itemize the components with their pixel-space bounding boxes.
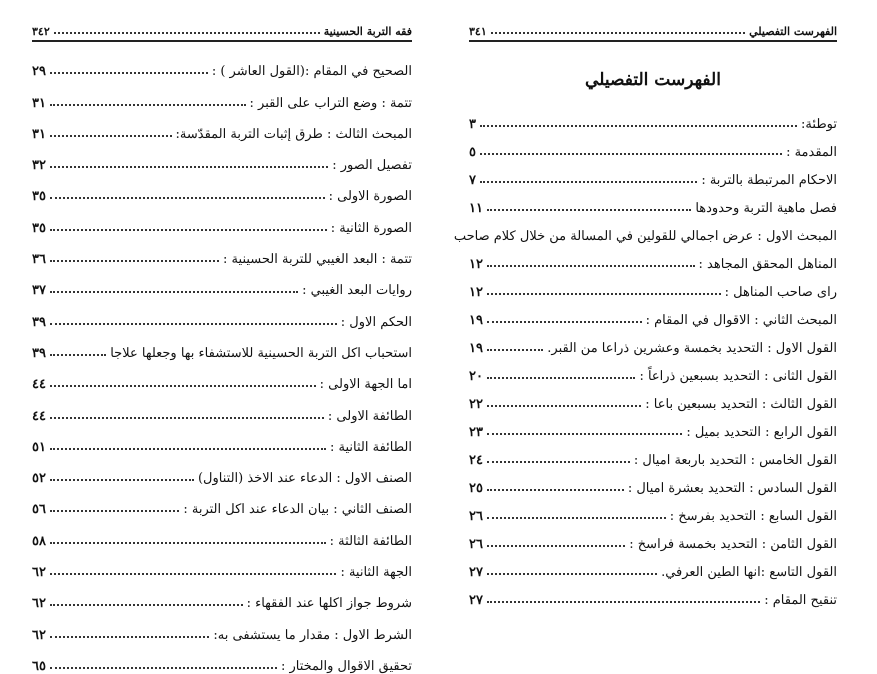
entry-page-number: ٢٦: [469, 537, 483, 552]
entry-title: المبحث الاول : عرض اجمالي للقولين في المسالة من خلال كلام صاحب: [453, 229, 837, 244]
toc-entry[interactable]: [32, 330, 412, 361]
page-title: الفهرست التفصيلي: [585, 70, 721, 90]
toc-entry[interactable]: [32, 142, 412, 173]
toc-entry[interactable]: [453, 216, 837, 244]
toc-entry[interactable]: [469, 440, 837, 468]
toc-entry[interactable]: [469, 328, 837, 356]
toc-entry[interactable]: [469, 580, 837, 608]
entry-title: القول الثانى : التحديد بسبعين ذراعاً :: [639, 369, 837, 384]
entry-page-number: ٢٧: [469, 565, 483, 580]
entry-title: الصحيح في المقام :(القول العاشر ) :: [211, 64, 412, 80]
header-page-number: ٣٤٢: [32, 25, 50, 38]
left-page: [32, 0, 412, 674]
right-page: [453, 0, 837, 640]
entry-title: القول السابع : التحديد بفرسخ :: [669, 509, 837, 524]
toc-entry[interactable]: [469, 356, 837, 384]
leader-dots: [487, 489, 624, 491]
leader-dots: [487, 321, 642, 323]
entry-title: تنقيح المقام :: [764, 593, 837, 608]
entry-title: الطائفة الثالثة :: [329, 533, 412, 549]
toc-entry[interactable]: [32, 517, 412, 548]
toc-entry[interactable]: [469, 160, 837, 188]
toc-entry[interactable]: [469, 384, 837, 412]
toc-entry[interactable]: [32, 580, 412, 611]
entry-page-number: ٢٧: [469, 593, 483, 608]
leader-dots: [487, 601, 760, 603]
entry-page-number: ٣٦: [32, 252, 46, 268]
toc-entry[interactable]: [32, 392, 412, 423]
leader-dots: [480, 181, 697, 183]
entry-title: تتمة : البعد الغيبي للتربة الحسينية :: [223, 252, 412, 268]
toc-entry[interactable]: [469, 552, 837, 580]
entry-page-number: ٤٤: [32, 377, 46, 393]
entry-page-number: ٣: [469, 117, 476, 132]
leader-dots: [480, 125, 797, 127]
running-header: [32, 22, 412, 42]
leader-dots: [54, 32, 320, 34]
entry-title: الصورة الاولى :: [328, 189, 412, 205]
toc-entry[interactable]: [469, 496, 837, 524]
leader-dots: [50, 573, 336, 575]
entry-title: توطئة:: [801, 117, 837, 132]
entry-title: القول السادس : التحديد بعشرة اميال :: [627, 481, 837, 496]
entry-page-number: ٥: [469, 145, 476, 160]
leader-dots: [487, 377, 635, 379]
entry-page-number: ١١: [469, 201, 483, 216]
entry-title: المبحث الثاني : الاقوال في المقام :: [645, 313, 837, 328]
toc-entry[interactable]: [469, 188, 837, 216]
entry-title: شروط جواز اكلها عند الفقهاء :: [246, 596, 412, 612]
leader-dots: [50, 229, 327, 231]
entry-page-number: ٦٢: [32, 565, 46, 581]
entry-title: المناهل المحقق المجاهد :: [698, 257, 837, 272]
header-title: الفهرست التفصيلي: [749, 25, 837, 38]
entry-title: القول التاسع :انها الطين العرفي.: [661, 565, 837, 580]
leader-dots: [487, 349, 543, 351]
toc-entry[interactable]: [32, 361, 412, 392]
entry-page-number: ١٩: [469, 313, 483, 328]
leader-dots: [50, 385, 316, 387]
toc-entry[interactable]: [32, 236, 412, 267]
entry-page-number: ٥٨: [32, 533, 46, 549]
leader-dots: [50, 636, 209, 638]
entry-page-number: ١٩: [469, 341, 483, 356]
entry-page-number: ٦٢: [32, 596, 46, 612]
entry-title: القول الرابع : التحديد بميل :: [686, 425, 837, 440]
toc-entry[interactable]: [32, 611, 412, 642]
entry-title: الاحكام المرتبطة بالتربة :: [701, 173, 837, 188]
entry-title: روايات البعد الغيبي :: [302, 283, 412, 299]
leader-dots: [487, 209, 691, 211]
entry-page-number: ١٢: [469, 285, 483, 300]
toc-entry[interactable]: [32, 48, 412, 79]
leader-dots: [50, 479, 194, 481]
entry-page-number: ٢٦: [469, 509, 483, 524]
leader-dots: [480, 153, 782, 155]
leader-dots: [50, 197, 325, 199]
leader-dots: [50, 542, 326, 544]
toc-entry[interactable]: [32, 111, 412, 142]
entry-page-number: ٣٩: [32, 345, 46, 361]
leader-dots: [50, 417, 324, 419]
entry-title: اما الجهة الاولى :: [319, 377, 412, 393]
entry-title: القول الخامس : التحديد باربعة اميال :: [633, 453, 837, 468]
entry-title: الصورة الثانية :: [330, 220, 412, 236]
entry-title: الجهة الثانية :: [340, 565, 412, 581]
header-page-number: ٣٤١: [469, 25, 487, 38]
toc-entry[interactable]: [469, 104, 837, 132]
leader-dots: [50, 135, 172, 137]
entry-page-number: ٢٥: [469, 481, 483, 496]
toc-entry[interactable]: [469, 132, 837, 160]
leader-dots: [487, 433, 682, 435]
leader-dots: [487, 517, 666, 519]
leader-dots: [50, 510, 179, 512]
entry-page-number: ٤٤: [32, 408, 46, 424]
entry-title: تتمة : وضع التراب على القبر :: [249, 95, 412, 111]
running-header: [469, 22, 837, 42]
leader-dots: [50, 604, 243, 606]
entry-title: استحباب اكل التربة الحسينية للاستشفاء بها وجعلها علاجا: [110, 345, 412, 361]
leader-dots: [487, 461, 630, 463]
leader-dots: [50, 166, 328, 168]
leader-dots: [487, 405, 641, 407]
leader-dots: [487, 545, 625, 547]
toc-entry[interactable]: [32, 486, 412, 517]
toc-entry[interactable]: [32, 549, 412, 580]
entry-title: القول الثالث : التحديد بسبعين باعا :: [645, 397, 837, 412]
entry-title: الصنف الاول : الدعاء عند الاخذ (التناول): [197, 471, 412, 487]
toc-entry[interactable]: [32, 79, 412, 110]
entry-title: الطائفة الثانية :: [330, 439, 412, 455]
toc-entry[interactable]: [469, 412, 837, 440]
leader-dots: [50, 260, 219, 262]
toc-entry[interactable]: [469, 244, 837, 272]
leader-dots: [50, 354, 106, 356]
toc-entry[interactable]: [32, 424, 412, 455]
toc-entry[interactable]: [469, 300, 837, 328]
entry-page-number: ٣١: [32, 95, 46, 111]
toc-entry[interactable]: [469, 524, 837, 552]
entry-title: القول الثامن : التحديد بخمسة فراسخ :: [629, 537, 837, 552]
entry-title: القول الاول : التحديد بخمسة وعشرين ذراعا من القبر.: [547, 341, 837, 356]
toc-list: [32, 48, 412, 674]
entry-title: تحقيق الاقوال والمختار :: [280, 658, 412, 674]
entry-page-number: ٣٥: [32, 189, 46, 205]
leader-dots: [50, 667, 277, 669]
entry-title: فصل ماهية التربة وحدودها: [695, 201, 837, 216]
leader-dots: [50, 291, 298, 293]
entry-title: المقدمة :: [786, 145, 837, 160]
entry-page-number: ٢٤: [469, 453, 483, 468]
leader-dots: [487, 293, 721, 295]
leader-dots: [50, 72, 208, 74]
toc-entry[interactable]: [469, 468, 837, 496]
entry-page-number: ٣١: [32, 126, 46, 142]
leader-dots: [50, 448, 326, 450]
entry-page-number: ٣٩: [32, 314, 46, 330]
entry-title: الطائفة الاولى :: [327, 408, 412, 424]
entry-title: المبحث الثالث : طرق إثبات التربة المقدّسة:: [175, 126, 412, 142]
toc-entry[interactable]: [32, 267, 412, 298]
toc-entry[interactable]: [32, 643, 412, 674]
entry-page-number: ٢٣: [469, 425, 483, 440]
entry-page-number: ٢٢: [469, 397, 483, 412]
entry-page-number: ٣٢: [32, 158, 46, 174]
entry-page-number: ٥٦: [32, 502, 46, 518]
leader-dots: [487, 573, 657, 575]
entry-page-number: ٥٢: [32, 471, 46, 487]
header-title: فقه التربة الحسينية: [323, 25, 412, 38]
leader-dots: [50, 323, 337, 325]
entry-page-number: ٦٢: [32, 627, 46, 643]
entry-page-number: ١٢: [469, 257, 483, 272]
toc-entry[interactable]: [32, 204, 412, 235]
entry-page-number: ٥١: [32, 439, 46, 455]
entry-title: الصنف الثاني : بيان الدعاء عند اكل التربة :: [183, 502, 412, 518]
toc-list: [453, 104, 837, 608]
leader-dots: [491, 32, 745, 34]
toc-entry[interactable]: [32, 173, 412, 204]
entry-page-number: ٣٧: [32, 283, 46, 299]
toc-entry[interactable]: [32, 298, 412, 329]
leader-dots: [487, 265, 695, 267]
entry-title: الشرط الاول : مقدار ما يستشفى به:: [213, 627, 412, 643]
entry-page-number: ٦٥: [32, 658, 46, 674]
entry-page-number: ٢٠: [469, 369, 483, 384]
toc-entry[interactable]: [469, 272, 837, 300]
entry-title: راى صاحب المناهل :: [724, 285, 837, 300]
entry-title: تفصيل الصور :: [332, 158, 412, 174]
entry-title: الحكم الاول :: [340, 314, 412, 330]
entry-page-number: ٧: [469, 173, 476, 188]
entry-page-number: ٣٥: [32, 220, 46, 236]
entry-page-number: ٢٩: [32, 64, 46, 80]
toc-entry[interactable]: [32, 455, 412, 486]
leader-dots: [50, 104, 246, 106]
